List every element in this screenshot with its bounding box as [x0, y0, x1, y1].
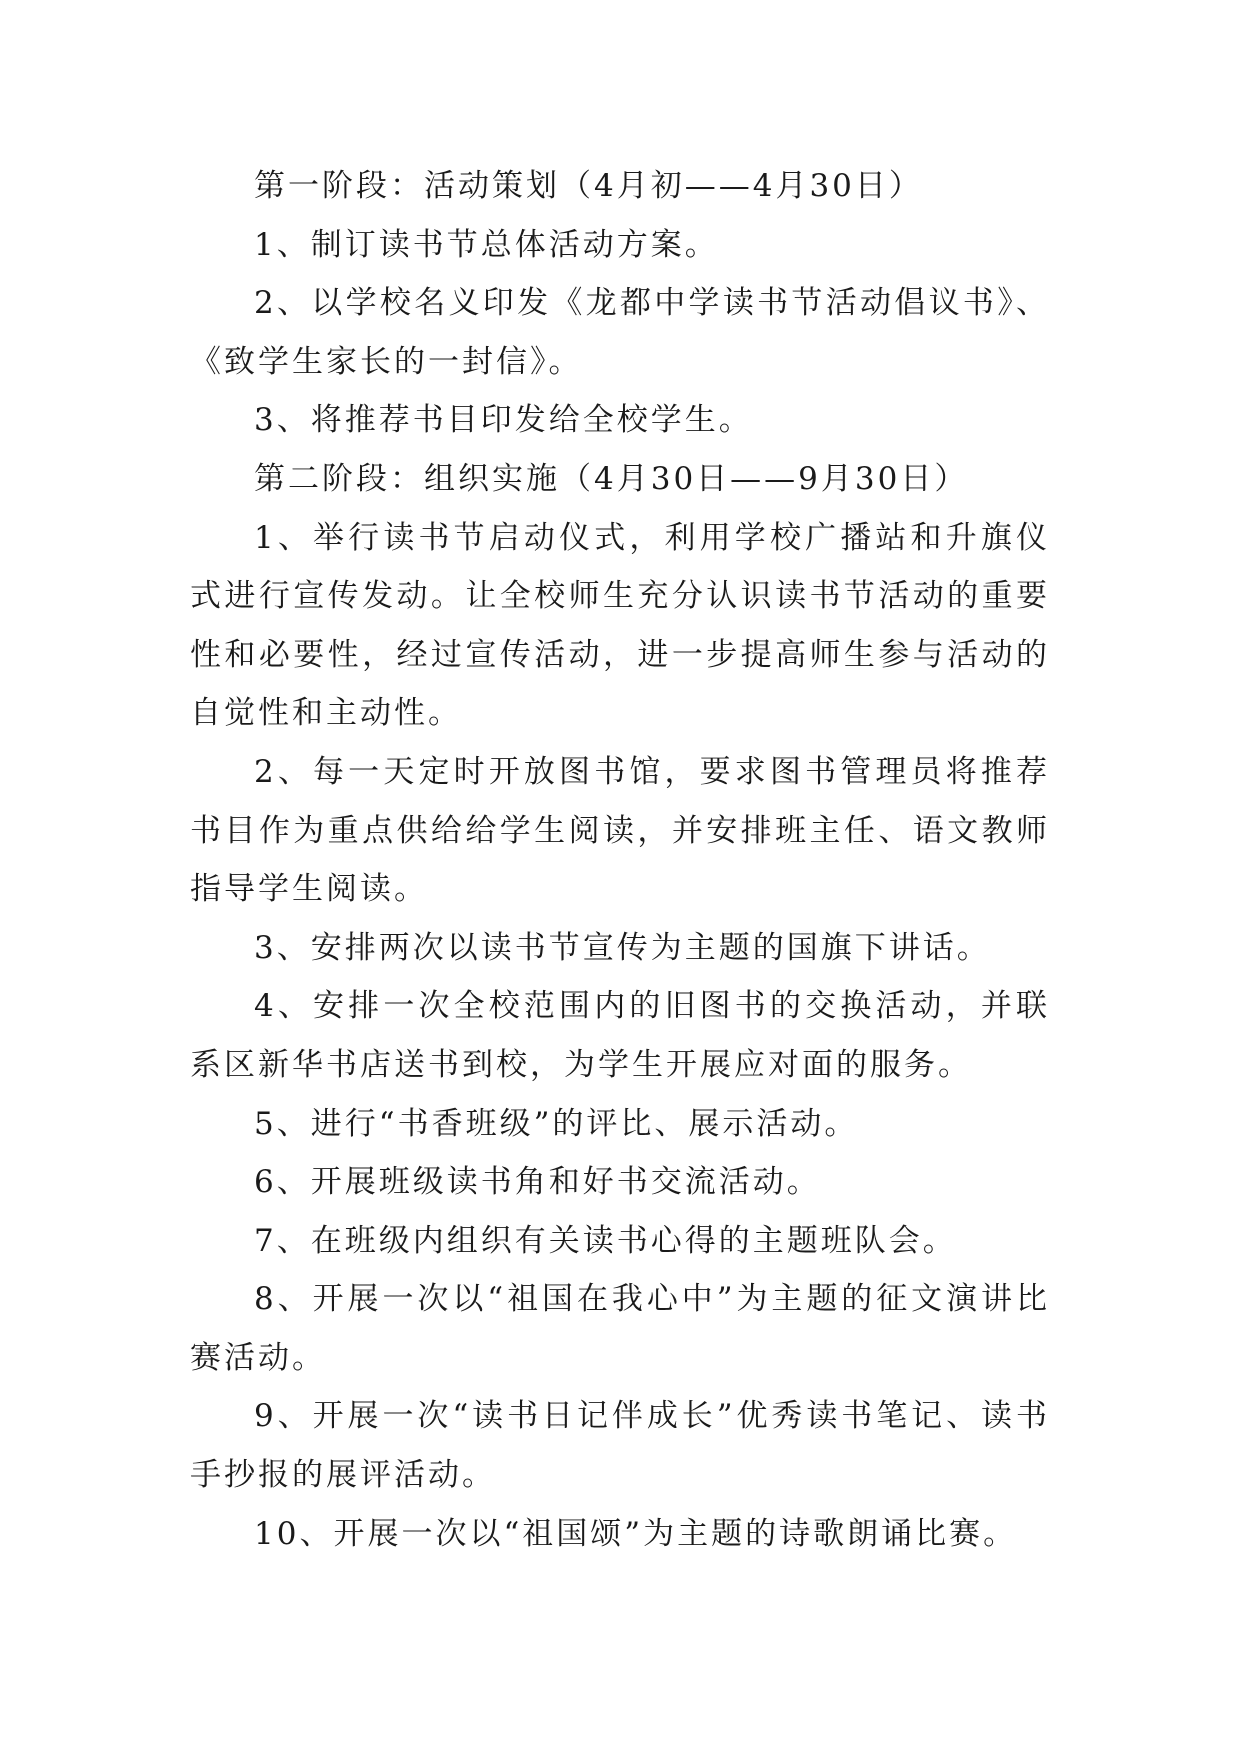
document-body: [190, 157, 1050, 1563]
stage-two-item-2: 2、每一天定时开放图书馆，要求图书管理员将推荐书目作为重点供给给学生阅读，并安排班主任、语文教师指导学生阅读。: [190, 753, 1050, 908]
stage-two-item-9: 9、开展一次“读书日记伴成长”优秀读书笔记、读书手抄报的展评活动。: [190, 1398, 1050, 1494]
stage-one-item-1: 1、制订读书节总体活动方案。: [254, 226, 719, 263]
stage-two-item-5: 5、进行“书香班级”的评比、展示活动。: [254, 1105, 859, 1142]
stage-two-item-8: 8、开展一次以“祖国在我心中”为主题的征文演讲比赛活动。: [190, 1281, 1050, 1376]
stage-two-heading: 第二阶段：组织实施（4月30日——9月30日）: [254, 460, 969, 497]
stage-two-item-6: 6、开展班级读书角和好书交流活动。: [254, 1164, 821, 1201]
stage-two-item-10: 10、开展一次以“祖国颂”为主题的诗歌朗诵比赛。: [254, 1515, 1018, 1552]
stage-two-item-4: 4、安排一次全校范围内的旧图书的交换活动，并联系区新华书店送书到校，为学生开展应对面的服务。: [190, 988, 1050, 1083]
stage-one-heading: 第一阶段：活动策划（4月初——4月30日）: [254, 168, 923, 204]
stage-one-item-3: 3、将推荐书目印发给全校学生。: [254, 402, 753, 439]
stage-two-item-1: 1、举行读书节启动仪式，利用学校广播站和升旗仪式进行宣传发动。让全校师生充分认识读书节活动的重要性和必要性，经过宣传活动，进一步提高师生参与活动的自觉性和主动性。: [190, 519, 1050, 732]
stage-two-item-7: 7、在班级内组织有关读书心得的主题班队会。: [254, 1222, 957, 1259]
stage-one-item-2: 2、以学校名义印发《龙都中学读书节活动倡议书》、《致学生家长的一封信》。: [190, 285, 1050, 380]
stage-two-item-3: 3、安排两次以读书节宣传为主题的国旗下讲话。: [254, 929, 991, 966]
